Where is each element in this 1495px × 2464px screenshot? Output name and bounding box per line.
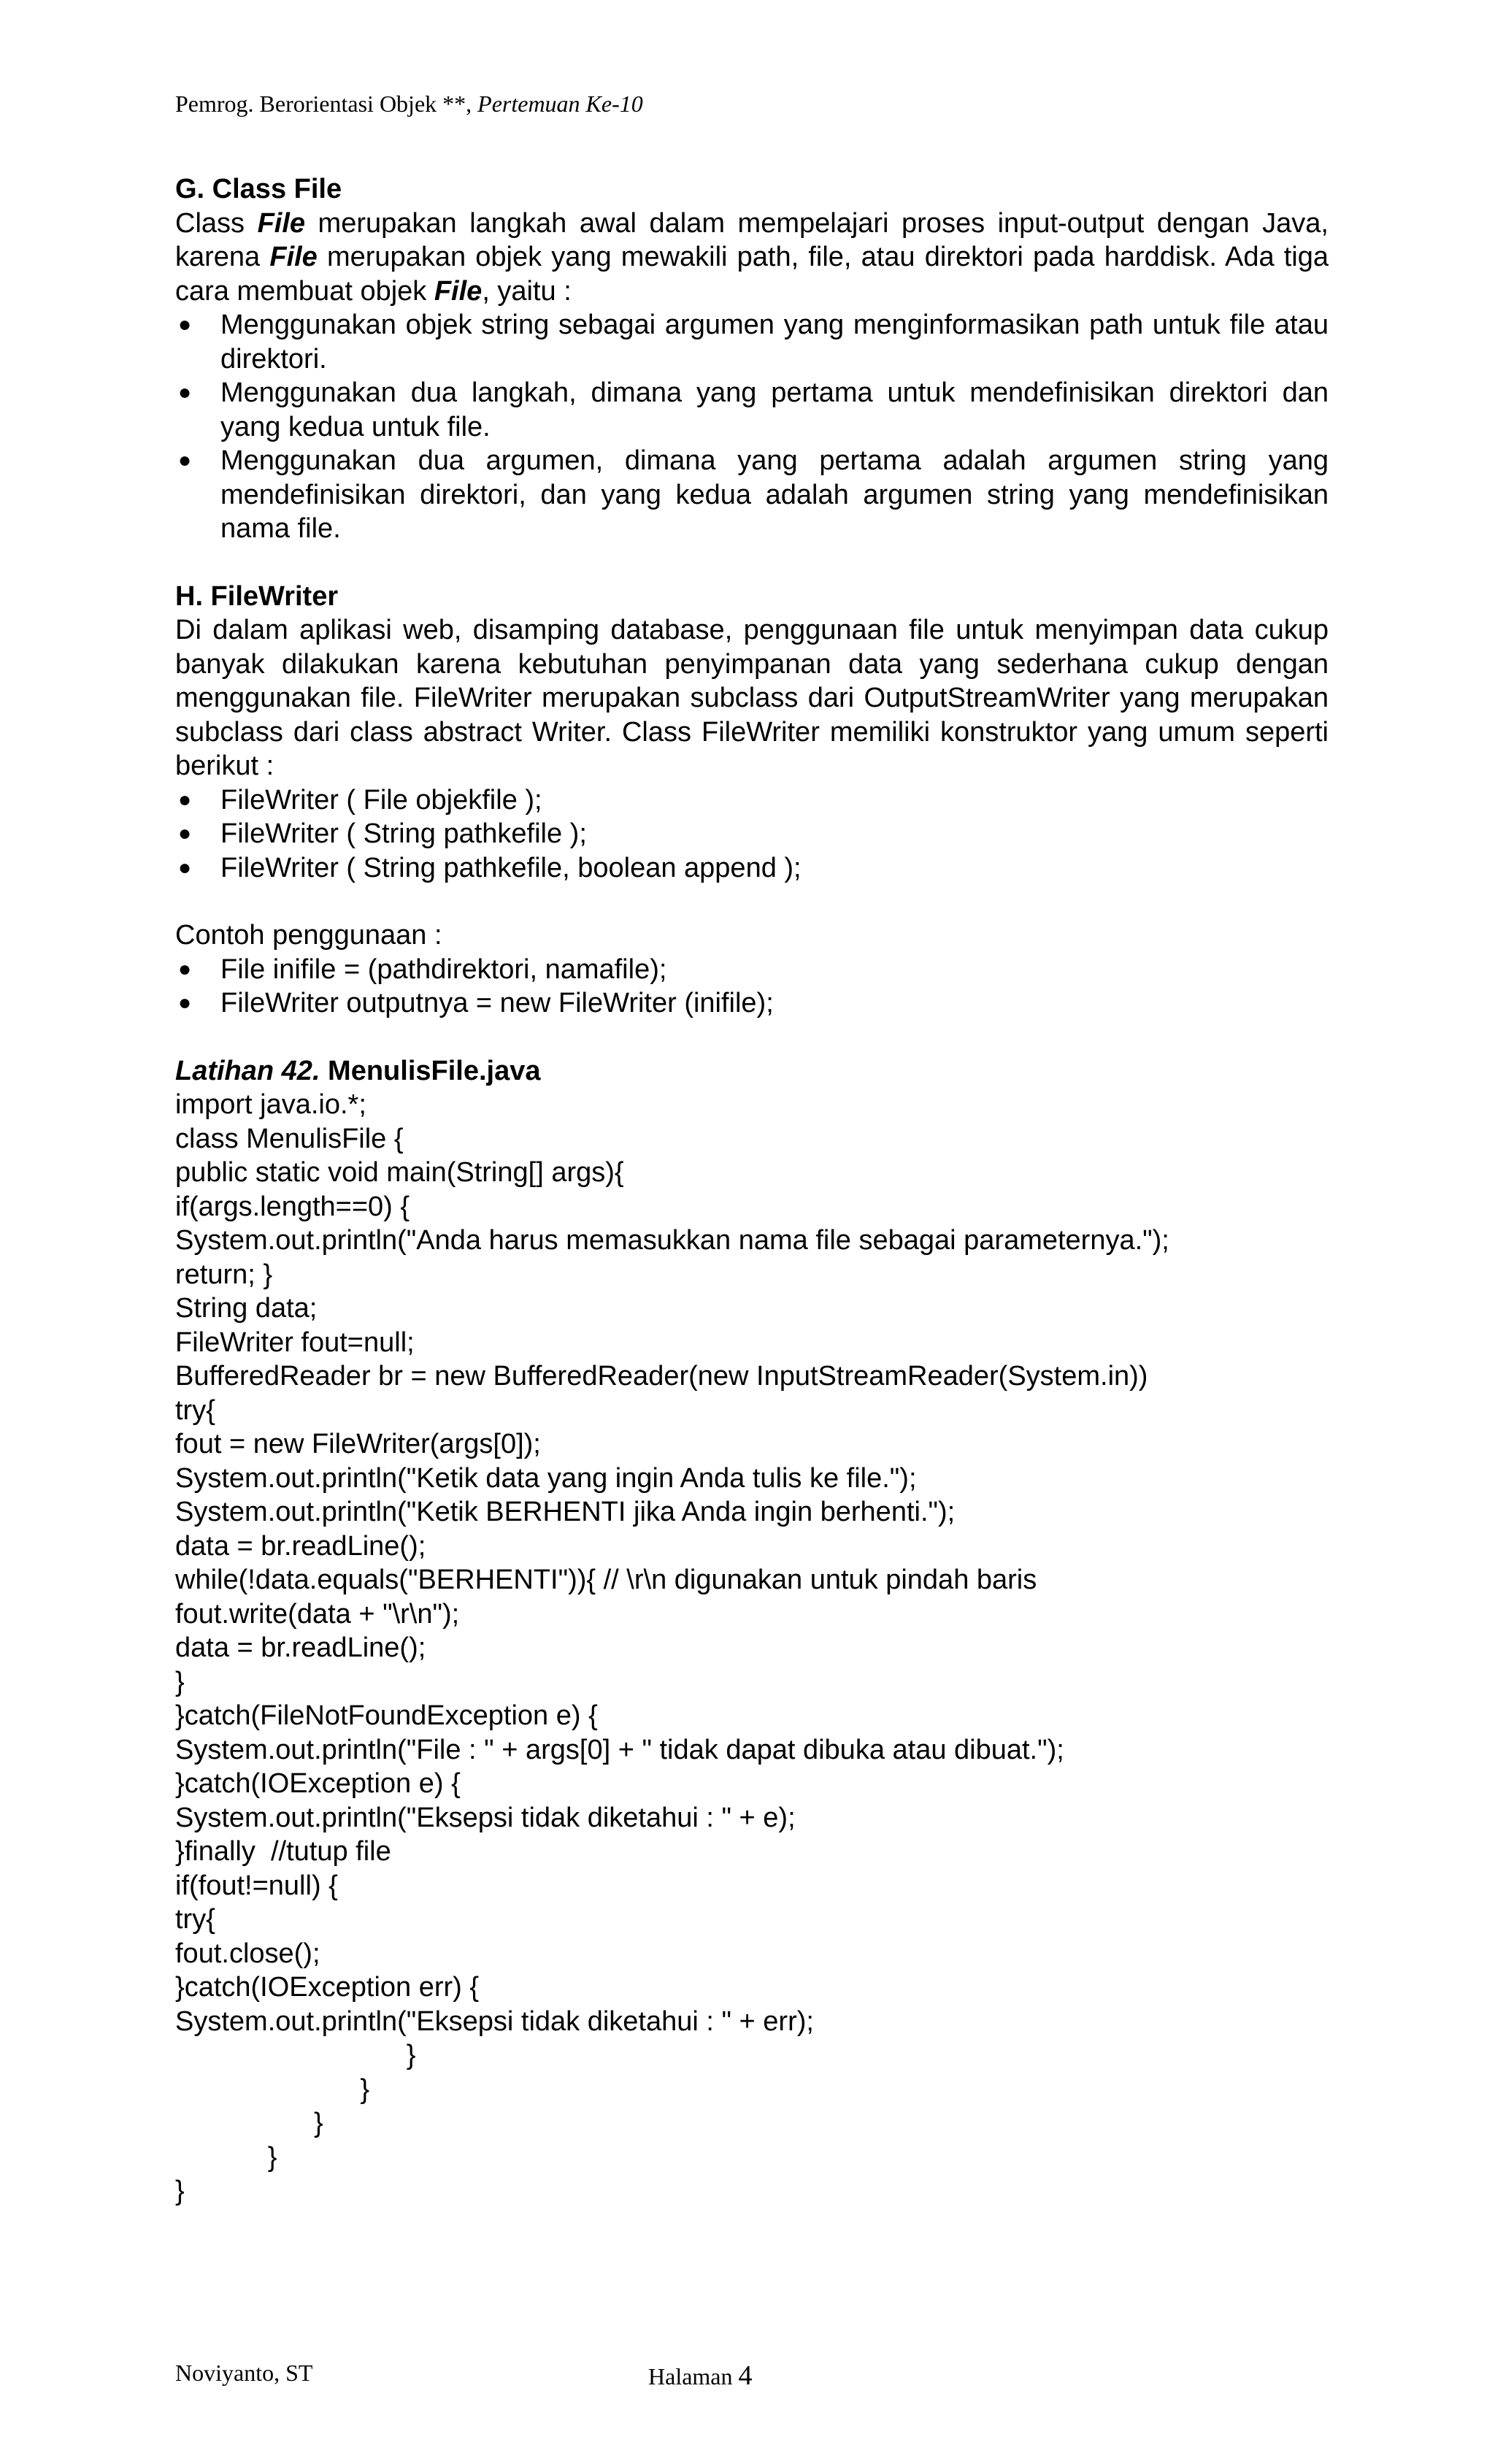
example-label: Contoh penggunaan :: [175, 920, 442, 951]
page-content: [175, 172, 1329, 2208]
footer-page: [648, 2360, 753, 2392]
example-list: [175, 953, 1329, 1021]
constructor-list: [175, 783, 1329, 886]
code-line: }: [175, 2176, 185, 2206]
bullet-icon: ●: [178, 991, 192, 1015]
code-line: try{: [175, 1904, 215, 1935]
file-word-3: File: [434, 275, 483, 307]
bullet-icon: ●: [178, 956, 192, 981]
list-item: ● Menggunakan dua langkah, dimana yang pertama untuk mendefinisikan direktori dan yang kedua untuk file.: [178, 377, 1329, 442]
code-line: return; }: [175, 1259, 273, 1290]
list-item: ● Menggunakan dua argumen, dimana yang pertama adalah argumen string yang mendefinisikan direktori, dan yang kedua adalah argumen string yang mendefinisikan nama file.: [178, 445, 1329, 544]
code-line: try{: [175, 1394, 215, 1426]
section-g-paragraph: [175, 207, 1329, 309]
code-line: fout.close();: [175, 1938, 320, 1969]
page-label: Halaman: [648, 2363, 733, 2390]
header-course: Pemrog. Berorientasi Objek **,: [175, 91, 472, 117]
code-line: if(fout!=null) {: [175, 1870, 338, 1901]
footer-author: Noviyanto, ST: [175, 2360, 313, 2386]
bullet-icon: ●: [178, 855, 192, 880]
bullet-icon: ●: [178, 821, 192, 845]
header-meeting: Pertemuan Ke-10: [477, 91, 643, 117]
code-line: }catch(IOException e) {: [175, 1768, 461, 1799]
code-line: System.out.println("Anda harus memasukkan nama file sebagai parameternya.");: [175, 1225, 1169, 1256]
code-line: public static void main(String[] args){: [175, 1157, 624, 1188]
code-line: }: [175, 2073, 370, 2105]
code-line: data = br.readLine();: [175, 1530, 426, 1562]
list-item: ● Menggunakan objek string sebagai argumen yang menginformasikan path untuk file atau direktori.: [178, 310, 1329, 375]
list-item: ● FileWriter ( String pathkefile );: [175, 817, 1329, 851]
bullet-icon: ●: [178, 312, 192, 337]
list-item: ● FileWriter ( String pathkefile, boolean append );: [175, 851, 1329, 886]
bullet-icon: ●: [178, 380, 192, 404]
page-number: 4: [738, 2360, 753, 2391]
code-line: }: [175, 1666, 185, 1697]
code-line: System.out.println("Eksepsi tidak diketahui : " + e);: [175, 1802, 796, 1833]
code-line: import java.io.*;: [175, 1089, 366, 1120]
file-word-1: File: [257, 207, 306, 239]
code-line: }finally //tutup file: [175, 1836, 391, 1867]
code-line: String data;: [175, 1293, 318, 1324]
code-line: FileWriter fout=null;: [175, 1327, 415, 1358]
exercise-label: Latihan 42.: [175, 1055, 320, 1086]
code-line: while(!data.equals("BERHENTI")){ // \r\n digunakan untuk pindah baris: [175, 1565, 1037, 1595]
code-line: BufferedReader br = new BufferedReader(new InputStreamReader(System.in)): [175, 1361, 1148, 1392]
code-line: }catch(FileNotFoundException e) {: [175, 1700, 598, 1731]
code-line: System.out.println("Eksepsi tidak diketahui : " + err);: [175, 2006, 814, 2037]
section-g-text-4: , yaitu :: [482, 275, 572, 307]
exercise-title: [175, 1054, 1329, 1089]
list-item: ● FileWriter ( File objekfile );: [175, 783, 1329, 818]
code-line: }catch(IOException err) {: [175, 1972, 480, 2003]
section-g-bullet-list: [175, 308, 1329, 546]
code-line: }: [175, 2141, 277, 2173]
section-h-paragraph: Di dalam aplikasi web, disamping database, penggunaan file untuk menyimpan data cukup banyak dilakukan karena kebutuhan penyimpanan data yang sederhana cukup dengan menggunakan file. FileWriter merupakan subclass dari OutputStreamWriter yang merupakan subclass dari class abstract Writer. Class FileWriter memiliki konstruktor yang umum seperti berikut :: [175, 615, 1329, 781]
page-header: [175, 91, 643, 118]
code-line: System.out.println("Ketik BERHENTI jika Anda ingin berhenti.");: [175, 1497, 956, 1527]
code-line: if(args.length==0) {: [175, 1191, 410, 1222]
code-line: System.out.println("Ketik data yang ingin Anda tulis ke file.");: [175, 1462, 917, 1494]
code-line: data = br.readLine();: [175, 1632, 426, 1663]
exercise-filename: MenulisFile.java: [320, 1055, 541, 1086]
list-item: ● FileWriter outputnya = new FileWriter (inifile);: [175, 986, 1329, 1021]
code-line: class MenulisFile {: [175, 1123, 404, 1154]
section-g-text-1: Class: [175, 207, 245, 239]
section-h-title: H. FileWriter: [175, 580, 339, 612]
file-word-2: File: [269, 242, 318, 272]
list-item: ● File inifile = (pathdirektori, namafile);: [175, 953, 1329, 987]
section-g-title: G. Class File: [175, 174, 342, 204]
code-line: }: [175, 2108, 323, 2138]
bullet-icon: ●: [178, 448, 192, 472]
code-line: System.out.println("File : " + args[0] + " tidak dapat dibuka atau dibuat.");: [175, 1734, 1064, 1765]
code-block: [175, 1088, 1329, 2208]
section-g-text-2: merupakan langkah awal dalam mempelajari proses input-output dengan Java, karena: [175, 207, 1329, 272]
section-g-text-3: merupakan objek yang mewakili path, file, atau direktori pada harddisk. Ada tiga cara membuat objek: [175, 242, 1329, 307]
code-line: }: [175, 2040, 416, 2070]
bullet-icon: ●: [178, 787, 192, 812]
code-line: fout = new FileWriter(args[0]);: [175, 1429, 541, 1459]
code-line: fout.write(data + "\r\n");: [175, 1598, 460, 1630]
